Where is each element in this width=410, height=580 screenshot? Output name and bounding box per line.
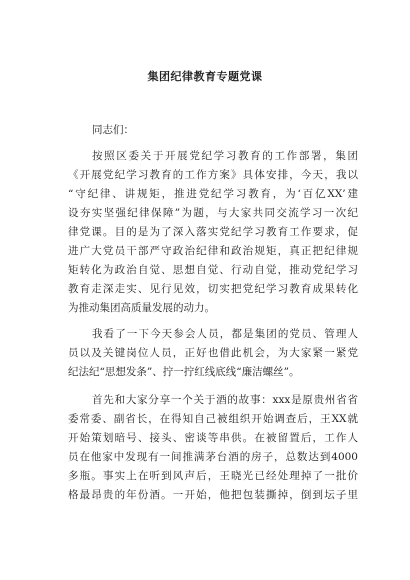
paragraph-1-line-2: 《开展党纪学习教育的工作方案》具体安排，今天，我以 bbox=[68, 169, 358, 181]
paragraph-2-line-1: 我看了一下今天参会人员，都是集团的党员、管理人 bbox=[92, 328, 358, 340]
paragraph-3-line-4: 员在他家中发现有一间推满茅台酒的房子，总数达到4000 bbox=[68, 451, 358, 463]
paragraph-1-line-6: 进广大党员干部严守政治纪律和政治规矩，真正把纪律规 bbox=[68, 245, 358, 257]
paragraph-2-line-3: 纪法纪“思想发条”、拧一拧红线底线“廉洁螺丝”。 bbox=[68, 366, 300, 378]
paragraph-3-line-1: 首先和大家分享一个关于酒的故事：xxx是原贵州省省 bbox=[92, 394, 358, 406]
paragraph-1-line-4: 设夯实坚强纪律保障”为题，与大家共同交流学习一次纪 bbox=[68, 207, 358, 219]
paragraph-1-line-1: 按照区委关于开展党纪学习教育的工作部署，集团 bbox=[92, 150, 358, 162]
paragraph-1-line-3: “守纪律、讲规矩，推进党纪学习教育，为‘百亿XX’建 bbox=[68, 188, 358, 200]
paragraph-3-line-6: 格最昂贵的年份酒。一开始，他把包装撕掉，倒到坛子里 bbox=[68, 489, 358, 501]
paragraph-3-line-5: 多瓶。事实上在听到风声后，王晓光已经处理掉了一批价 bbox=[68, 470, 358, 482]
paragraph-3-line-3: 开始策划暗号、接头、密谈等串供。在被留置后，工作人 bbox=[68, 432, 358, 444]
paragraph-3-line-2: 委常委、副省长，在得知自己被组织开始调查后，王XX就 bbox=[68, 413, 358, 425]
greeting: 同志们： bbox=[92, 124, 134, 136]
paragraph-1-line-5: 律党课。目的是为了深入落实党纪学习教育工作要求，促 bbox=[68, 226, 358, 238]
paragraph-1-line-7: 矩转化为政治自觉、思想自觉、行动自觉，推动党纪学习 bbox=[68, 264, 358, 276]
paragraph-1-line-8: 教育走深走实、见行见效，切实把党纪学习教育成果转化 bbox=[68, 283, 358, 295]
paragraph-2-line-2: 员以及关键岗位人员，正好也借此机会，为大家紧一紧党 bbox=[68, 347, 358, 359]
paragraph-1-line-9: 为推动集团高质量发展的动力。 bbox=[68, 302, 215, 314]
document-title: 集团纪律教育专题党课 bbox=[147, 70, 263, 83]
